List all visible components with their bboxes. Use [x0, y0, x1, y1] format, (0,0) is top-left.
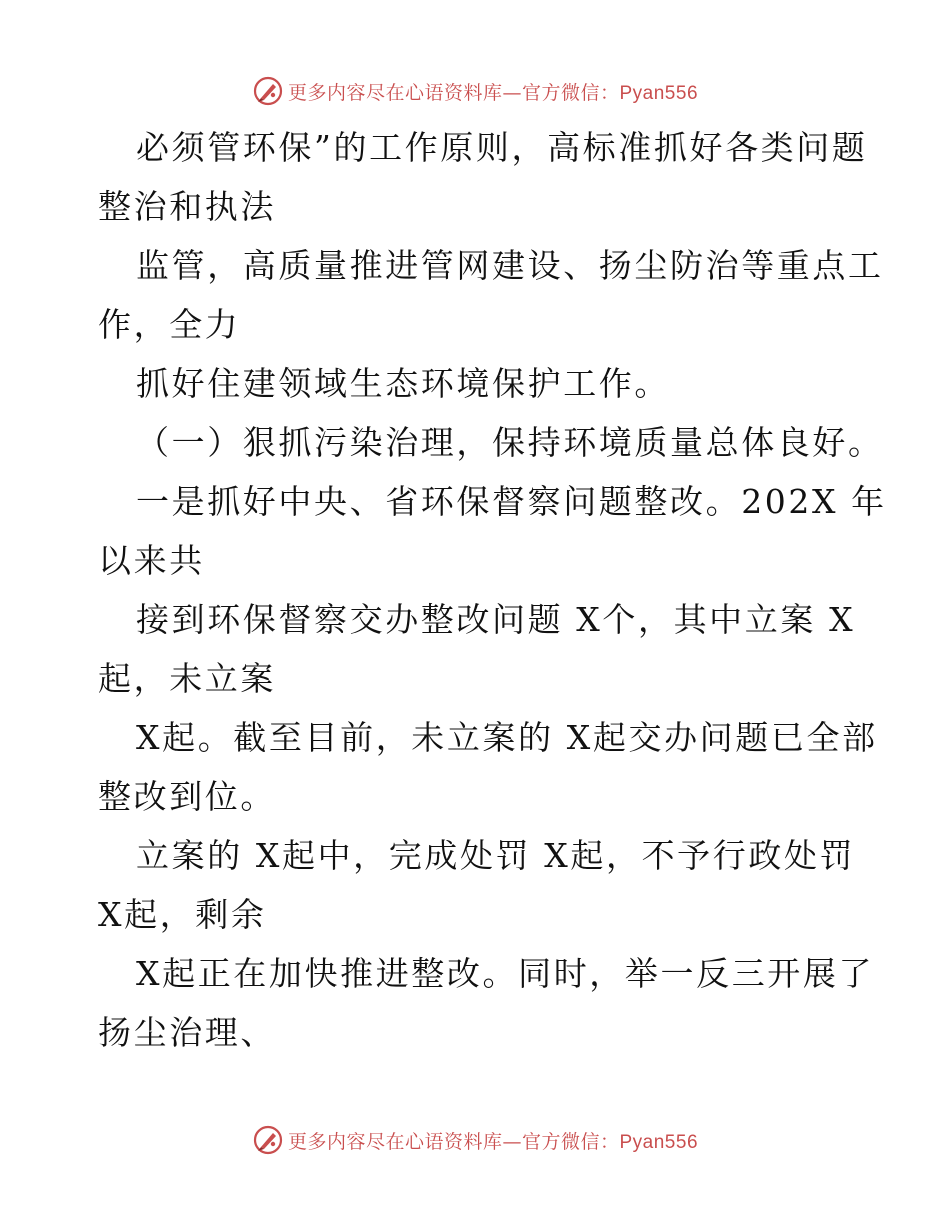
body-line: 整改到位。 [98, 777, 276, 816]
header-banner-content [252, 75, 698, 107]
footer-banner-main: 更多内容尽在心语资料库 [287, 1130, 503, 1153]
body-line: 监管，高质量推进管网建设、扬尘防治等重点工 [136, 246, 884, 285]
body-line: 必须管环保”的工作原则，高标准抓好各类问题 [136, 128, 868, 167]
footer-banner-text [288, 1127, 698, 1154]
footer-banner-separator: — [502, 1130, 522, 1153]
header-banner-main: 更多内容尽在心语资料库 [287, 81, 503, 104]
footer-banner-wechat-id: Pyan556 [619, 1131, 699, 1153]
body-line: 扬尘治理、 [98, 1013, 276, 1052]
section-heading: （一）狠抓污染治理，保持环境质量总体良好。 [136, 423, 884, 462]
body-line: X起，剩余 [98, 895, 267, 934]
document-body [98, 118, 887, 1062]
quill-pen-logo-icon [252, 1124, 284, 1156]
body-line: 抓好住建领域生态环境保护工作。 [136, 364, 670, 403]
quill-pen-logo-icon [252, 75, 284, 107]
header-banner-separator: — [502, 81, 522, 104]
body-line: 立案的 X起中，完成处罚 X起，不予行政处罚 [136, 836, 856, 875]
body-line: 整治和执法 [98, 187, 276, 226]
header-banner [0, 71, 950, 111]
body-line: X起正在加快推进整改。同时，举一反三开展了 [136, 954, 875, 993]
header-banner-wechat-id: Pyan556 [619, 82, 699, 104]
body-line: 起，未立案 [98, 659, 276, 698]
body-line: 一是抓好中央、省环保督察问题整改。202X 年 [136, 482, 887, 521]
footer-banner-content [252, 1124, 698, 1156]
header-banner-wechat-label: 官方微信： [521, 81, 620, 104]
body-line: 作，全力 [98, 305, 241, 344]
footer-banner-wechat-label: 官方微信： [521, 1130, 620, 1153]
body-line: X起。截至目前，未立案的 X起交办问题已全部 [136, 718, 878, 757]
body-line: 以来共 [98, 541, 205, 580]
header-banner-text [288, 78, 698, 105]
body-line: 接到环保督察交办整改问题 X个，其中立案 X [136, 600, 856, 639]
footer-banner [0, 1120, 950, 1160]
